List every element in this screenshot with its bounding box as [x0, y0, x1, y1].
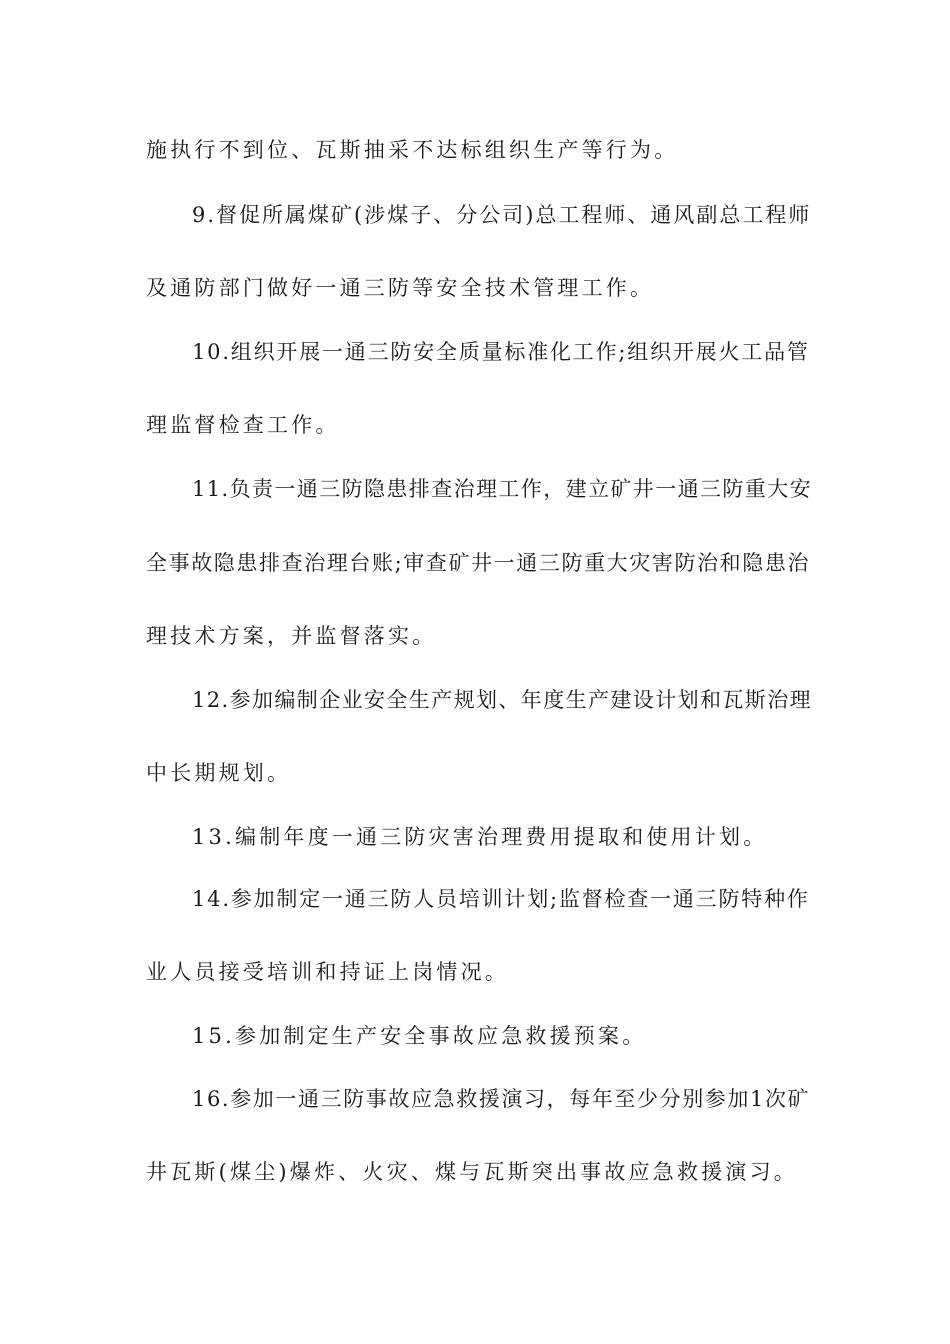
text-line-15: 16.参加一通三防事故应急救援演习，每年至少分别参加1次矿 — [192, 1087, 811, 1111]
text-line-5: 理监督检查工作。 — [146, 413, 340, 437]
text-line-14: 15.参加制定生产安全事故应急救援预案。 — [192, 1024, 647, 1048]
text-line-10: 中长期规划。 — [146, 761, 292, 785]
text-line-6: 11.负责一通三防隐患排查治理工作，建立矿井一通三防重大安 — [192, 477, 812, 501]
text-line-3: 及通防部门做好一通三防等安全技术管理工作。 — [146, 276, 655, 300]
text-line-12: 14.参加制定一通三防人员培训计划;监督检查一通三防特种作 — [192, 887, 810, 911]
text-line-11: 13.编制年度一通三防灾害治理费用提取和使用计划。 — [192, 825, 768, 849]
text-line-13: 业人员接受培训和持证上岗情况。 — [146, 960, 509, 984]
text-line-1: 施执行不到位、瓦斯抽采不达标组织生产等行为。 — [146, 138, 679, 162]
text-line-16: 井瓦斯(煤尘)爆炸、火灾、煤与瓦斯突出事故应急救援演习。 — [146, 1160, 798, 1184]
text-line-7: 全事故隐患排查治理台账;审查矿井一通三防重大灾害防治和隐患治 — [146, 551, 811, 575]
text-line-2: 9.督促所属煤矿(涉煤子、分公司)总工程师、通风副总工程师 — [192, 203, 812, 227]
text-line-8: 理技术方案，并监督落实。 — [146, 624, 437, 648]
text-line-9: 12.参加编制企业安全生产规划、年度生产建设计划和瓦斯治理 — [192, 688, 812, 712]
text-line-4: 10.组织开展一通三防安全质量标准化工作;组织开展火工品管 — [192, 340, 810, 364]
